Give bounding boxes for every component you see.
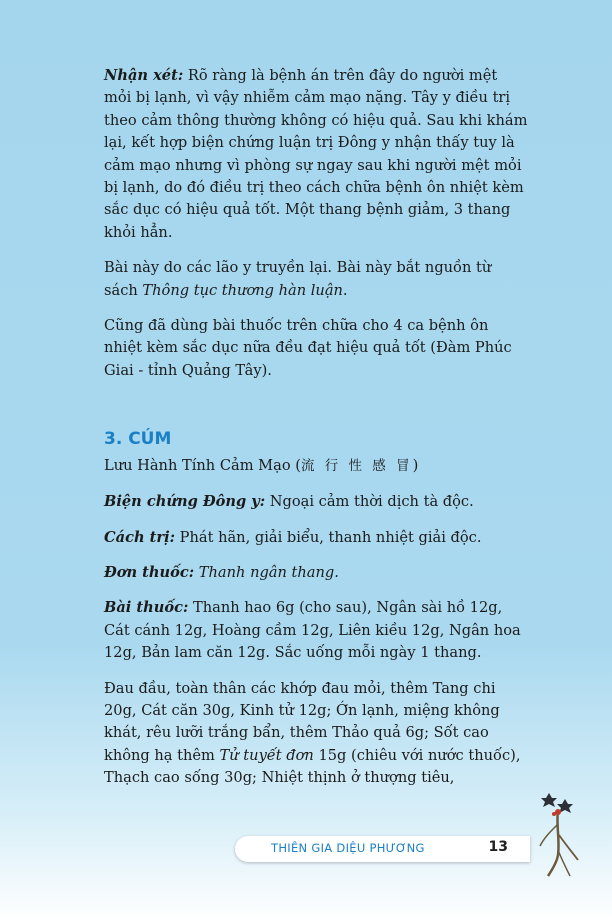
paragraph-variations bbox=[104, 678, 528, 790]
paragraph-nhan-xet bbox=[104, 65, 528, 244]
don-thuoc-text: Thanh ngân thang. bbox=[198, 563, 339, 581]
subtitle-end: ) bbox=[412, 456, 419, 474]
entry-don-thuoc bbox=[104, 562, 528, 584]
subtitle-cn: 流 行 性 感 冒 bbox=[300, 457, 413, 474]
bai-thuoc-label: Bài thuốc: bbox=[104, 599, 189, 617]
cach-tri-label: Cách trị: bbox=[104, 528, 176, 546]
cach-tri-text: Phát hãn, giải biểu, thanh nhiệt giải độc. bbox=[175, 528, 482, 546]
page-number: 13 bbox=[488, 839, 508, 855]
entry-cach-tri bbox=[104, 527, 528, 549]
footer-bar bbox=[235, 836, 530, 862]
nhan-xet-label: Nhận xét: bbox=[104, 67, 184, 84]
cases-text: Cũng đã dùng bài thuốc trên chữa cho 4 ca bệnh ôn nhiệt kèm sắc dục nữa đều đạt hiệu quả tốt (Đàm Phúc Giai - tỉnh Quảng Tây). bbox=[104, 317, 512, 379]
origin-end: . bbox=[342, 281, 348, 299]
origin-text: Bài này do các lão y truyền lại. Bài này bắt nguồn từ sách bbox=[104, 259, 492, 299]
section-subtitle bbox=[104, 455, 528, 477]
variations-text-1: Đau đầu, toàn thân các khớp đau mỏi, thêm Tang chi 20g, Cát căn 30g, Kinh tử 12g; Ớn lạnh, miệng không khát, rêu lưỡi trắng bẩn, thêm Thảo quả 6g; Sốt cao không hạ thêm bbox=[104, 679, 500, 764]
subtitle-vi: Lưu Hành Tính Cảm Mạo ( bbox=[104, 456, 301, 474]
book-title: THIÊN GIA DIỆU PHƯƠNG bbox=[271, 841, 425, 855]
paragraph-origin bbox=[104, 257, 528, 302]
variations-text-2: 15g (chiêu với nước thuốc), Thạch cao sống 30g; Nhiệt thịnh ở thượng tiêu, bbox=[104, 746, 521, 787]
paragraph-cases bbox=[104, 315, 528, 382]
entry-bien-chung bbox=[104, 491, 528, 513]
don-thuoc-label: Đơn thuốc: bbox=[104, 563, 195, 581]
ginseng-root-icon bbox=[528, 790, 598, 880]
bien-chung-text: Ngoại cảm thời dịch tà độc. bbox=[265, 493, 474, 511]
nhan-xet-text: Rõ ràng là bệnh án trên đây do người mệt mỏi bị lạnh, vì vậy nhiễm cảm mạo nặng. Tây y điều trị theo cảm thông thường không có hiệu quả. Sau khi khám lại, kết hợp biện chứng luận trị Đông y nhận thấy tuy là cảm mạo nhưng vì phòng sự ngay sau khi người mệt mỏi bị lạnh, do đó điều trị theo cách chữa bệnh ôn nhiệt kèm sắc dục có hiệu quả tốt. Một thang bệnh giảm, 3 thang khỏi hẳn. bbox=[104, 67, 528, 241]
variations-italic: Tử tuyết đơn bbox=[219, 746, 314, 764]
section-title: 3. CÚM bbox=[104, 429, 172, 450]
origin-book-title: Thông tục thương hàn luận bbox=[142, 281, 343, 299]
bien-chung-label: Biện chứng Đông y: bbox=[104, 493, 266, 511]
page-body bbox=[104, 65, 528, 803]
bai-thuoc-text: Thanh hao 6g (cho sau), Ngân sài hồ 12g, Cát cánh 12g, Hoàng cầm 12g, Liên kiều 12g, Ngân hoa 12g, Bản lam căn 12g. Sắc uống mỗi ngày 1 thang. bbox=[104, 599, 521, 662]
entry-bai-thuoc bbox=[104, 597, 528, 664]
